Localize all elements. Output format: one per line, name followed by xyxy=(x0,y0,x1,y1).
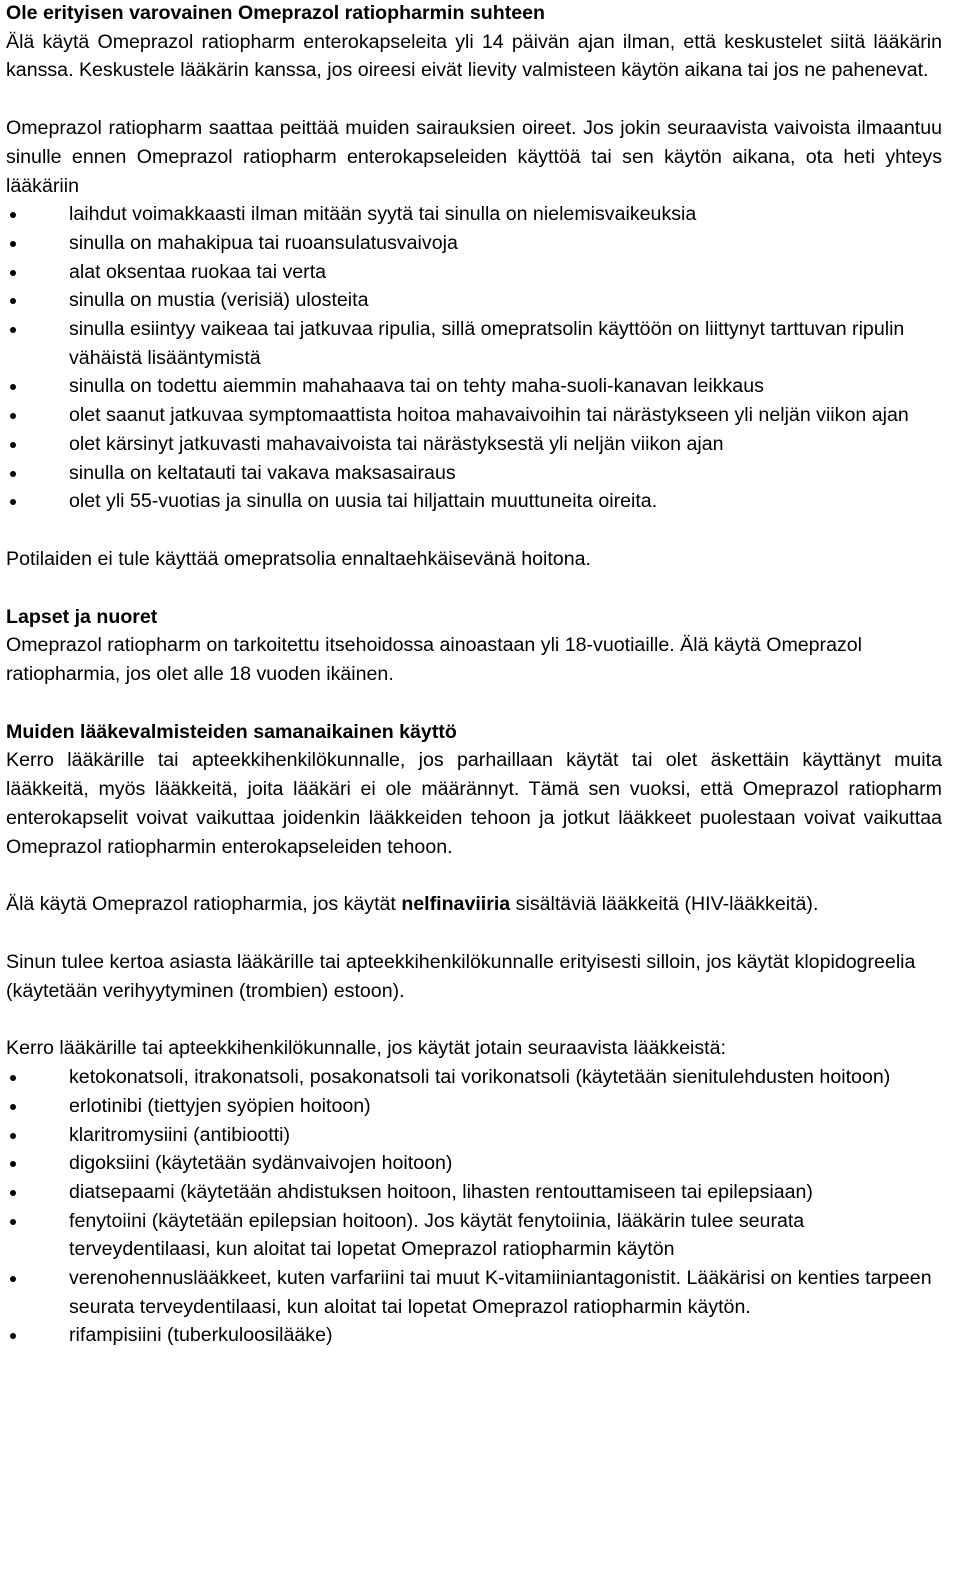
interactions-paragraph-2-start: Älä käytä Omeprazol ratiopharmia, jos käytät xyxy=(6,893,402,916)
children-paragraph: Omeprazol ratiopharm on tarkoitettu itsehoidossa ainoastaan yli 18-vuotiaille. Älä käytä Omeprazol ratiopharmia, jos olet alle 18 vuoden ikäinen. xyxy=(6,634,863,686)
list-item: sinulla esiintyy vaikeaa tai jatkuvaa ripulia, sillä omepratsolin käyttöön on liittynyt tarttuvan ripulin vähäistä lisääntymistä xyxy=(6,315,942,372)
warnings-paragraph-2: Omeprazol ratiopharm saattaa peittää muiden sairauksien oireet. Jos jokin seuraavista vaivoista ilmaantuu sinulle ennen Omeprazol ratiopharm enterokapseleiden käyttöä tai sen käytön aikana, ota heti yhteys lääkäriin xyxy=(6,117,942,197)
interacting-drugs-list xyxy=(6,1063,942,1350)
interactions-paragraph-3: Sinun tulee kertoa asiasta lääkärille tai apteekkihenkilökunnalle erityisesti silloin, jos käytät klopidogreelia (käytetään verihyytyminen (trombien) estoon). xyxy=(6,950,916,1002)
interactions-paragraph-2 xyxy=(6,890,942,919)
interactions-paragraph-4: Kerro lääkärille tai apteekkihenkilökunnalle, jos käytät jotain seuraavista lääkkeistä: xyxy=(6,1037,726,1060)
list-item: sinulla on todettu aiemmin mahahaava tai on tehty maha-suoli-kanavan leikkaus xyxy=(6,372,942,401)
list-item: olet saanut jatkuvaa symptomaattista hoitoa mahavaivoihin tai närästykseen yli neljän viikon ajan xyxy=(6,401,942,430)
list-item: klaritromysiini (antibiootti) xyxy=(6,1121,942,1150)
section-heading-children: Lapset ja nuoret xyxy=(6,605,158,628)
list-item: olet yli 55-vuotias ja sinulla on uusia tai hiljattain muuttuneita oireita. xyxy=(6,487,942,516)
warnings-symptom-list xyxy=(6,200,942,516)
list-item: ketokonatsoli, itrakonatsoli, posakonatsoli tai vorikonatsoli (käytetään sienitulehdusten hoitoon) xyxy=(6,1063,942,1092)
list-item: rifampisiini (tuberkuloosilääke) xyxy=(6,1321,942,1350)
section-heading-interactions: Muiden lääkevalmisteiden samanaikainen käyttö xyxy=(6,720,457,743)
interactions-paragraph-2-end: sisältäviä lääkkeitä (HIV-lääkkeitä). xyxy=(510,893,819,916)
list-item: alat oksentaa ruokaa tai verta xyxy=(6,258,942,287)
list-item: digoksiini (käytetään sydänvaivojen hoitoon) xyxy=(6,1149,942,1178)
warnings-paragraph-3: Potilaiden ei tule käyttää omepratsolia ennaltaehkäisevänä hoitona. xyxy=(6,547,591,570)
list-item: sinulla on keltatauti tai vakava maksasairaus xyxy=(6,459,942,488)
section-heading-warnings: Ole erityisen varovainen Omeprazol ratiopharmin suhteen xyxy=(6,2,545,24)
list-item: sinulla on mustia (verisiä) ulosteita xyxy=(6,286,942,315)
nelfinavir-term: nelfinaviiria xyxy=(401,893,511,916)
list-item: olet kärsinyt jatkuvasti mahavaivoista tai närästyksestä yli neljän viikon ajan xyxy=(6,430,942,459)
list-item: diatsepaami (käytetään ahdistuksen hoitoon, lihasten rentouttamiseen tai epilepsiaan) xyxy=(6,1178,942,1207)
list-item: laihdut voimakkaasti ilman mitään syytä tai sinulla on nielemisvaikeuksia xyxy=(6,200,942,229)
list-item: verenohennuslääkkeet, kuten varfariini tai muut K-vitamiiniantagonistit. Lääkärisi on kenties tarpeen seurata terveydentilaasi, kun aloitat tai lopetat Omeprazol ratiopharmin käytön. xyxy=(6,1264,942,1321)
interactions-paragraph-1: Kerro lääkärille tai apteekkihenkilökunnalle, jos parhaillaan käytät tai olet äskettäin käyttänyt muita lääkkeitä, myös lääkkeitä, joita lääkäri ei ole määrännyt. Tämä sen vuoksi, että Omeprazol ratiopharm enterokapselit voivat vaikuttaa joidenkin lääkkeiden tehoon ja jotkut lääkkeet puolestaan voivat vaikuttaa Omeprazol ratiopharmin enterokapseleiden tehoon. xyxy=(6,749,942,858)
list-item: sinulla on mahakipua tai ruoansulatusvaivoja xyxy=(6,229,942,258)
warnings-paragraph-1: Älä käytä Omeprazol ratiopharm enterokapseleita yli 14 päivän ajan ilman, että keskustelet siitä lääkärin kanssa. Keskustele lääkärin kanssa, jos oireesi eivät lievity valmisteen käytön aikana tai jos ne pahenevat. xyxy=(6,30,942,82)
list-item: fenytoiini (käytetään epilepsian hoitoon). Jos käytät fenytoiinia, lääkärin tulee seurata terveydentilaasi, kun aloitat tai lopetat Omeprazol ratiopharmin käytön xyxy=(6,1207,942,1264)
list-item: erlotinibi (tiettyjen syöpien hoitoon) xyxy=(6,1092,942,1121)
